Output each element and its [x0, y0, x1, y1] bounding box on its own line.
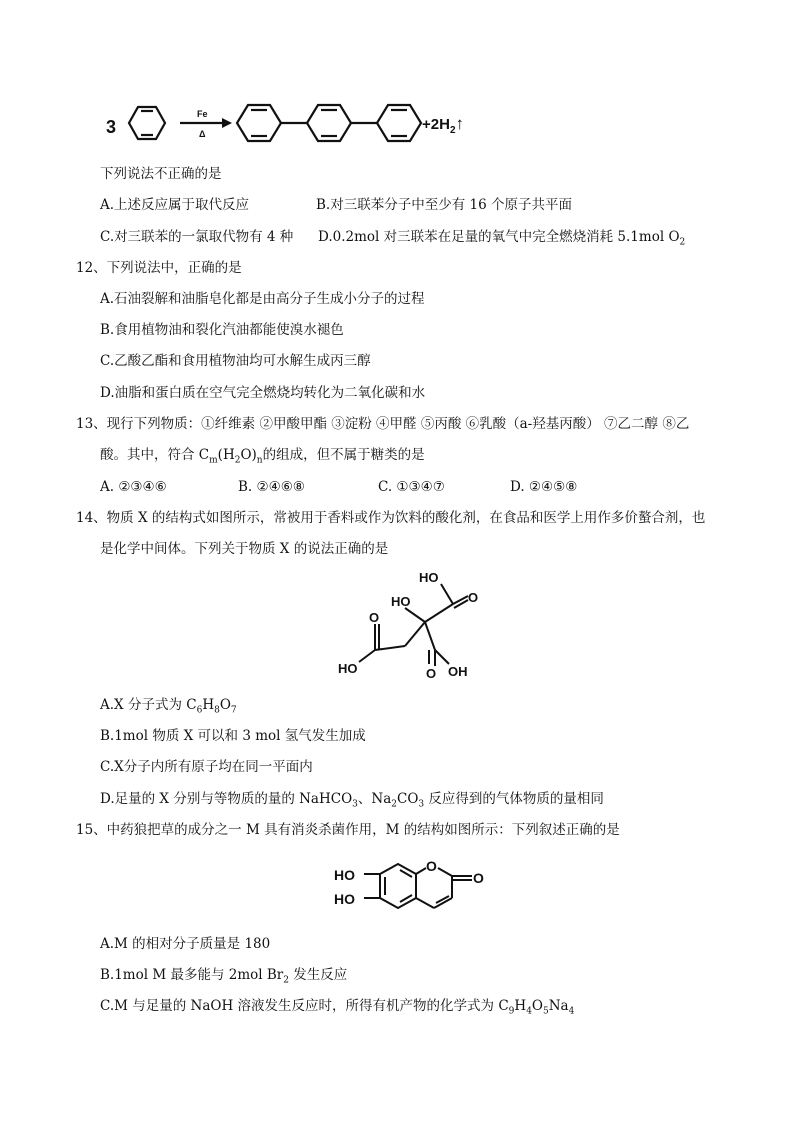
- q15-stem: 15、中药狼把草的成分之一 M 具有消炎杀菌作用，M 的结构如图所示：下列叙述正确的是: [76, 822, 620, 838]
- reaction-figure: [100, 95, 500, 151]
- q11-option-d: D.0.2mol 对三联苯在足量的氧气中完全燃烧消耗 5.1mol $O_2$: [318, 229, 686, 248]
- q14-option-c: C.X分子内所有原子均在同一平面内: [100, 759, 313, 775]
- q15-option-b: B.1mol M 最多能与 2mol $Br_2$ 发生反应: [100, 967, 348, 986]
- q13-option-b: B. ②④⑥⑧: [238, 479, 305, 495]
- label-o-bottom: O: [426, 666, 437, 681]
- reaction-product-h2: $+2H_2↑$: [422, 114, 464, 136]
- q13-option-d: D. ②④⑤⑧: [510, 479, 578, 495]
- q12-option-a: A.石油裂解和油脂皂化都是由高分子生成小分子的过程: [100, 291, 425, 307]
- q15-option-a: A.M 的相对分子质量是 180: [100, 936, 271, 952]
- label-oh-bottom: OH: [448, 664, 468, 679]
- coumarin-structure: [328, 852, 498, 924]
- q12-option-c: C.乙酸乙酯和食用植物油均可水解生成丙三醇: [100, 353, 371, 369]
- label-ho-lower: HO: [334, 891, 355, 907]
- reaction-svg: [100, 95, 500, 151]
- q12-stem: 12、下列说法中，正确的是: [76, 260, 242, 276]
- q15-option-c: C.M 与足量的 NaOH 溶液发生反应时，所得有机产物的化学式为 $C_9H_4O_5Na_4$: [100, 998, 575, 1017]
- q11-option-a: A.上述反应属于取代反应: [100, 197, 250, 213]
- q11-option-c: C.对三联苯的一氯取代物有 4 种: [100, 229, 294, 245]
- q14-option-a: A.X 分子式为 $C_6H_8O_7$: [100, 697, 237, 716]
- q13-stem-line2: 酸。其中，符合 $C_m(H_2O)_n$的组成，但不属于糖类的是: [100, 447, 425, 466]
- q13-option-a: A. ②③④⑥: [100, 479, 167, 495]
- q14-option-b: B.1mol 物质 X 可以和 3 mol 氢气发生加成: [100, 728, 366, 744]
- reaction-coefficient: 3: [106, 117, 117, 137]
- label-o-ring: O: [426, 858, 437, 874]
- q14-stem-line2: 是化学中间体。下列关于物质 X 的说法正确的是: [100, 541, 389, 557]
- q13-option-c: C. ①③④⑦: [378, 479, 445, 495]
- q11-stem: 下列说法不正确的是: [100, 166, 222, 182]
- label-ho-left: HO: [338, 661, 358, 676]
- label-ho-mid: HO: [391, 594, 411, 609]
- citric-acid-structure: [335, 566, 485, 686]
- benzene-ring-reactant: [129, 107, 165, 139]
- q14-option-d: D.足量的 X 分别与等物质的量的 NaHCO$_3$、$Na_2CO_3$ 反应得到的气体物质的量相同: [100, 791, 604, 810]
- terphenyl-structure: [237, 105, 421, 141]
- q12-option-b: B.食用植物油和裂化汽油都能使溴水褪色: [100, 322, 344, 338]
- label-o-keto: O: [473, 870, 484, 886]
- coumarin-svg: [328, 852, 498, 924]
- q13-stem-line1: 13、现行下列物质：①纤维素 ②甲酸甲酯 ③淀粉 ④甲醛 ⑤丙酸 ⑥乳酸（a-羟基丙酸） ⑦乙二醇 ⑧乙: [76, 416, 690, 432]
- reaction-condition: Δ: [199, 129, 206, 139]
- label-o-left: O: [369, 610, 380, 625]
- label-ho-upper: HO: [334, 867, 355, 883]
- label-o-right: O: [468, 590, 479, 605]
- q12-option-d: D.油脂和蛋白质在空气完全燃烧均转化为二氧化碳和水: [100, 385, 426, 401]
- q11-option-b: B.对三联苯分子中至少有 16 个原子共平面: [316, 197, 572, 213]
- label-ho-top: HO: [419, 570, 439, 585]
- q14-stem-line1: 14、物质 X 的结构式如图所示，常被用于香料或作为饮料的酸化剂，在食品和医学上用作多价螯合剂，也: [76, 510, 706, 526]
- reaction-catalyst: Fe: [197, 109, 208, 119]
- citric-acid-svg: [335, 566, 485, 686]
